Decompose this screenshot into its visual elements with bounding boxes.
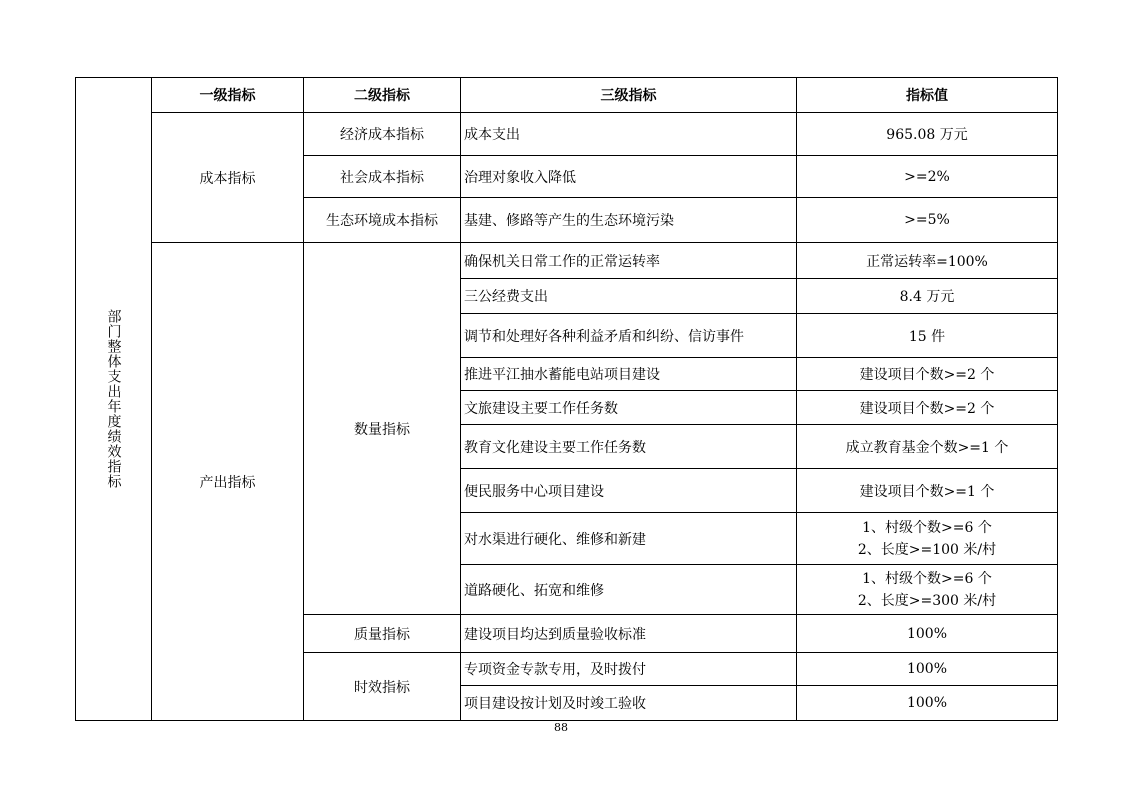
performance-table [75,77,1058,721]
value-line: 1、村级个数>=6 个 [862,570,992,587]
table-row [76,113,1058,156]
side-label-cell [76,78,152,721]
value-cell: 965.08 万元 [797,113,1058,156]
level3-cell: 推进平江抽水蓄能电站项目建设 [461,358,797,391]
table-header-row [76,78,1058,113]
level3-cell: 建设项目均达到质量验收标准 [461,615,797,653]
level3-cell: 治理对象收入降低 [461,156,797,198]
level3-cell: 确保机关日常工作的正常运转率 [461,243,797,279]
value-cell: >=5% [797,198,1058,243]
level3-cell: 项目建设按计划及时竣工验收 [461,686,797,721]
value-cell: 100% [797,615,1058,653]
value-cell: 正常运转率=100% [797,243,1058,279]
level2-timeliness: 时效指标 [304,653,461,721]
table-row [76,243,1058,279]
header-level3: 三级指标 [461,78,797,113]
level2-quantity: 数量指标 [304,243,461,615]
level3-cell: 成本支出 [461,113,797,156]
level3-cell: 便民服务中心项目建设 [461,469,797,513]
level3-cell: 专项资金专款专用，及时拨付 [461,653,797,686]
level2-quality: 质量指标 [304,615,461,653]
value-cell: 8.4 万元 [797,279,1058,314]
level3-cell: 教育文化建设主要工作任务数 [461,425,797,469]
header-value: 指标值 [797,78,1058,113]
level1-output: 产出指标 [152,243,304,721]
value-cell: 15 件 [797,314,1058,358]
level2-cell: 生态环境成本指标 [304,198,461,243]
level3-cell: 道路硬化、拓宽和维修 [461,565,797,615]
level3-cell: 三公经费支出 [461,279,797,314]
page-number: 88 [554,721,568,734]
value-cell: 建设项目个数>=1 个 [797,469,1058,513]
value-cell [797,513,1058,565]
side-label: 部门整体支出年度绩效指标 [105,309,122,489]
value-line: 1、村级个数>=6 个 [862,519,992,536]
value-cell [797,565,1058,615]
value-cell: 成立教育基金个数>=1 个 [797,425,1058,469]
level1-cost: 成本指标 [152,113,304,243]
level3-cell: 对水渠进行硬化、维修和新建 [461,513,797,565]
level3-cell: 调节和处理好各种利益矛盾和纠纷、信访事件 [461,314,797,358]
value-line: 2、长度>=300 米/村 [857,592,997,609]
level2-cell: 经济成本指标 [304,113,461,156]
level3-cell: 基建、修路等产生的生态环境污染 [461,198,797,243]
header-level2: 二级指标 [304,78,461,113]
value-cell: 100% [797,653,1058,686]
value-cell: 建设项目个数>=2 个 [797,391,1058,425]
header-level1: 一级指标 [152,78,304,113]
value-line: 2、长度>=100 米/村 [857,541,997,558]
value-cell: 建设项目个数>=2 个 [797,358,1058,391]
level2-cell: 社会成本指标 [304,156,461,198]
value-cell: >=2% [797,156,1058,198]
level3-cell: 文旅建设主要工作任务数 [461,391,797,425]
value-cell: 100% [797,686,1058,721]
